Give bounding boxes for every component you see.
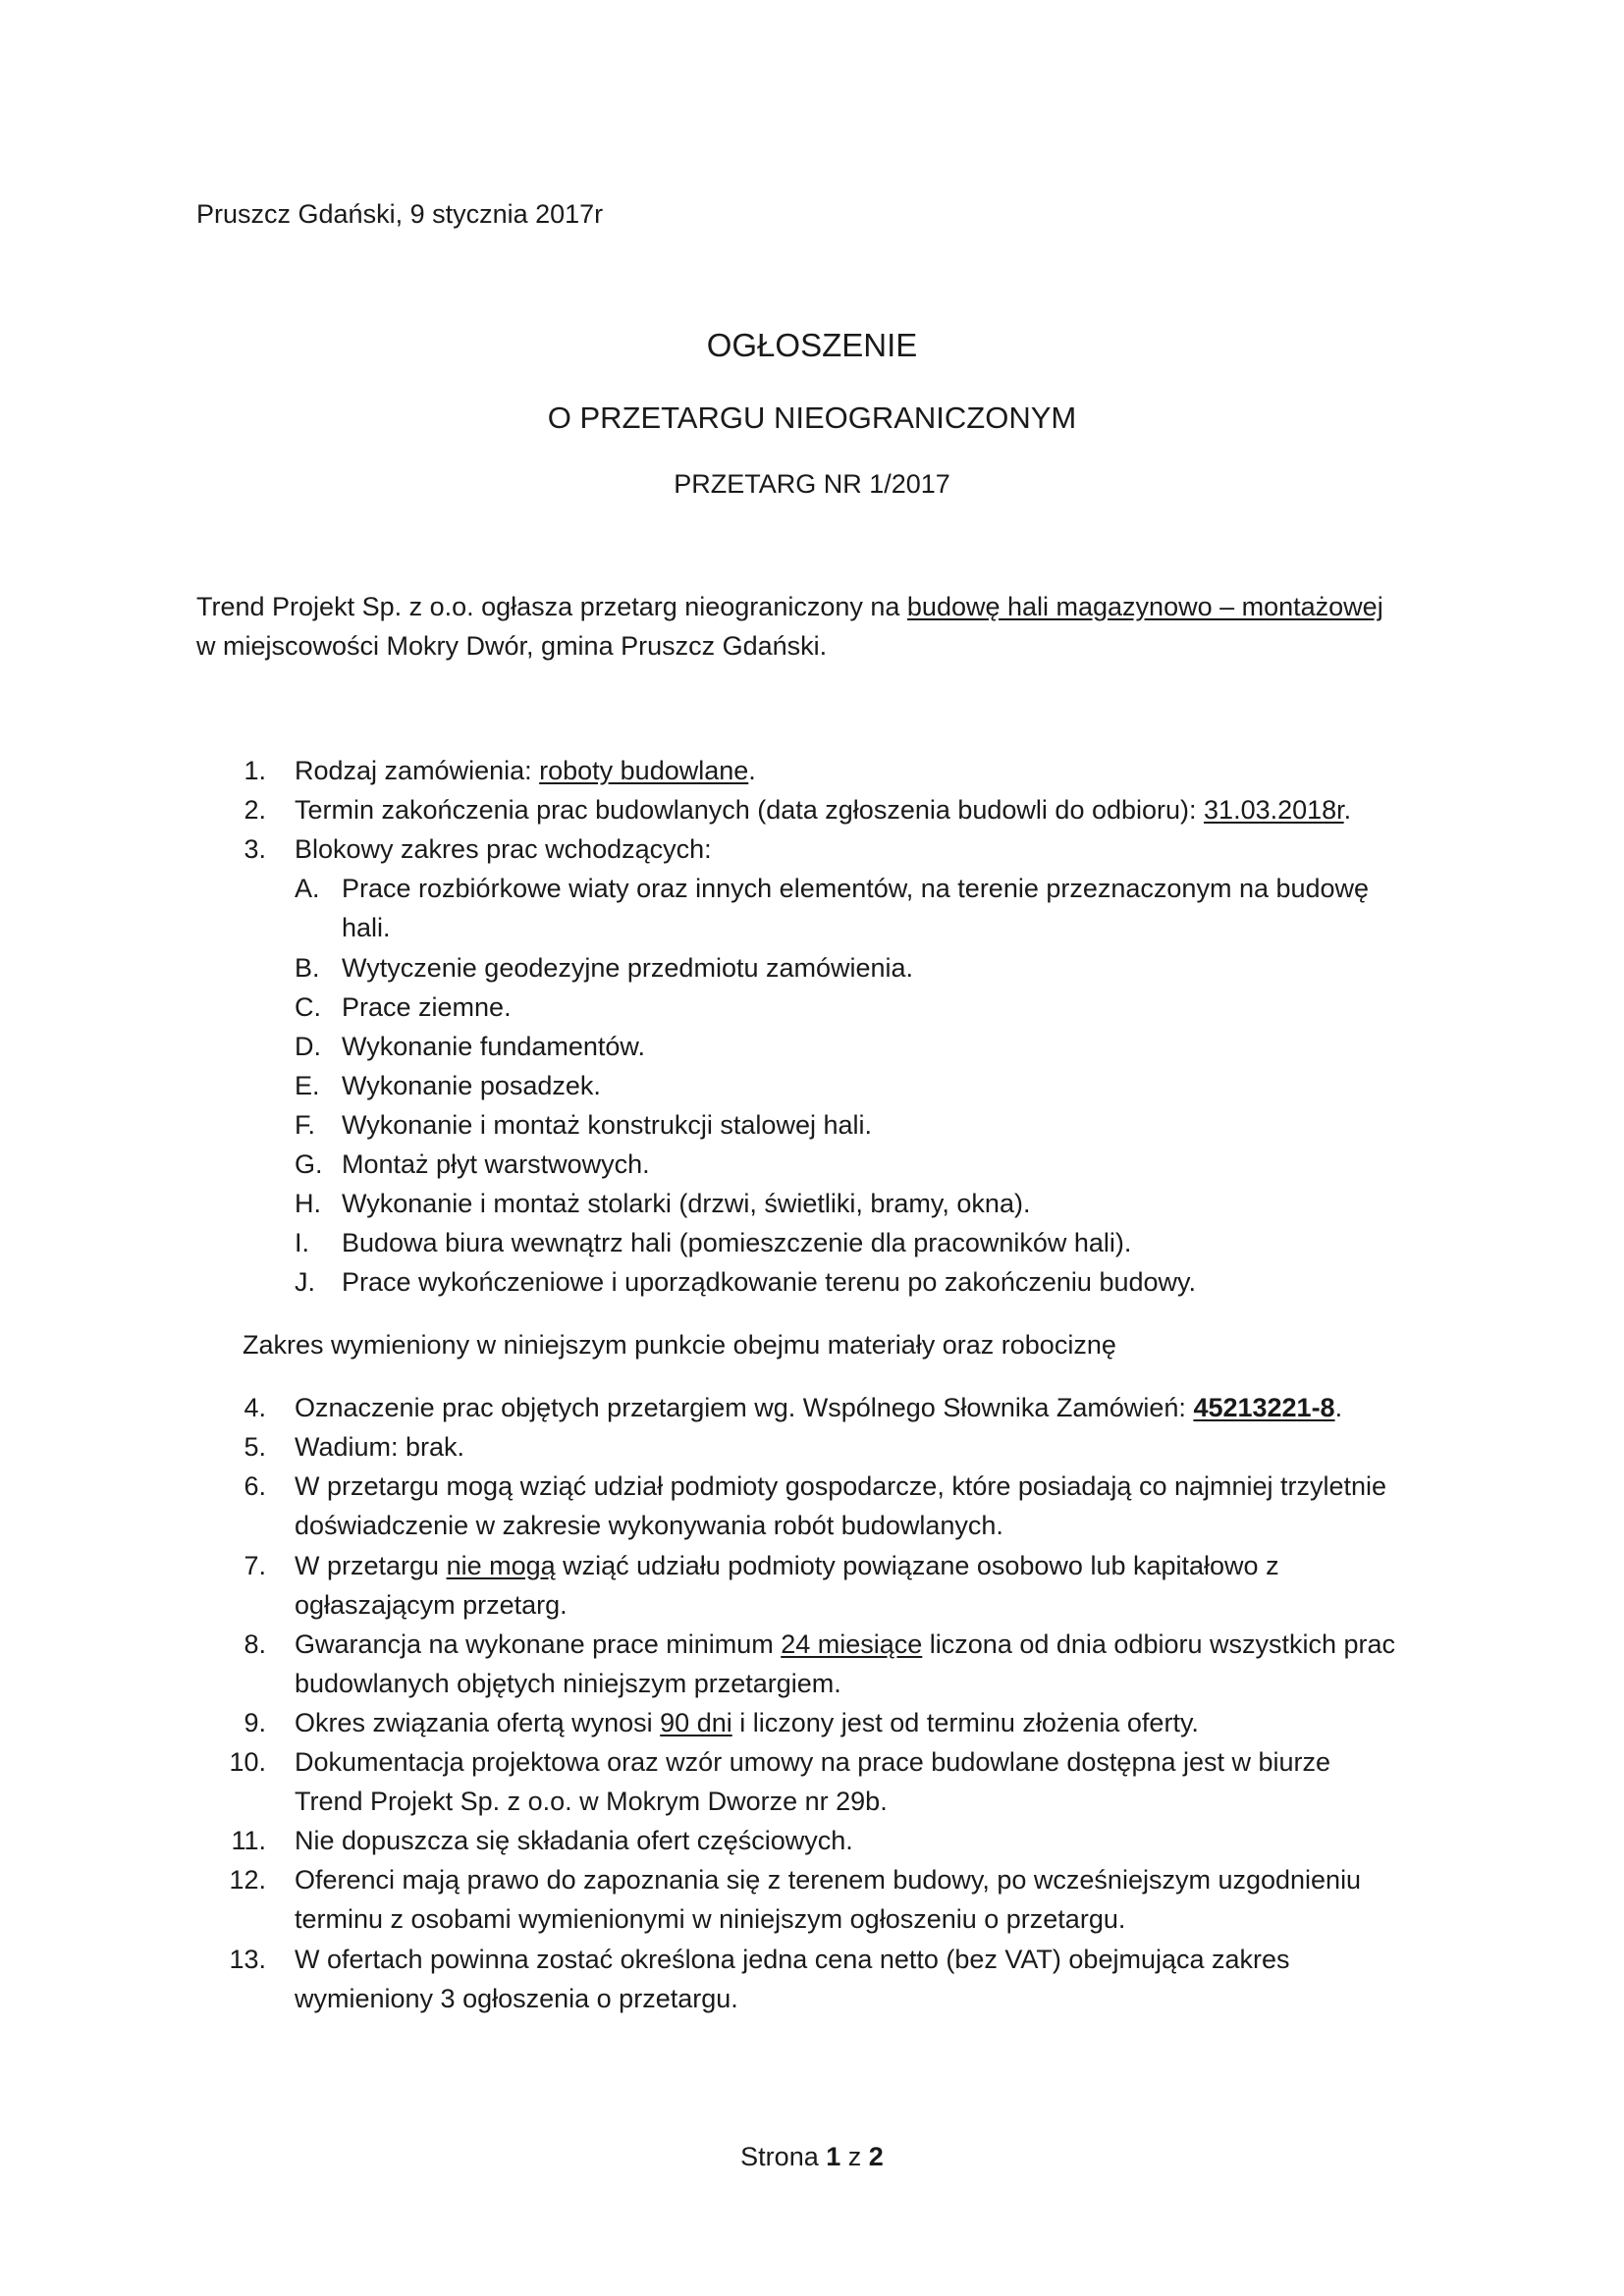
item-text: Nie dopuszcza się składania ofert częściowych. xyxy=(295,1826,853,1855)
sub-item-letter: A. xyxy=(295,874,320,903)
item-text-part: Termin zakończenia prac budowlanych (data zgłoszenia budowli do odbioru): xyxy=(295,795,1205,825)
item-text-continued: terminu z osobami wymienionymi w niniejszym ogłoszeniu o przetargu. xyxy=(295,1904,1126,1934)
item-number: 12. xyxy=(229,1865,266,1895)
offer-validity-period: 90 dni xyxy=(660,1708,732,1737)
warranty-period: 24 miesiące xyxy=(781,1629,923,1659)
item-number: 3. xyxy=(244,834,266,864)
item-text xyxy=(295,756,756,786)
sub-item-text: Prace ziemne. xyxy=(342,992,512,1022)
item-text-continued: doświadczenie w zakresie wykonywania robót budowlanych. xyxy=(295,1511,1003,1540)
item-text-continued: ogłaszającym przetarg. xyxy=(295,1590,568,1620)
sub-item-letter: J. xyxy=(295,1267,316,1297)
sub-item-text: Prace rozbiórkowe wiaty oraz innych elementów, na terenie przeznaczonym na budowę xyxy=(342,874,1370,903)
sub-item-text: Wykonanie i montaż stolarki (drzwi, świetliki, bramy, okna). xyxy=(342,1189,1031,1218)
sub-item-text: Wykonanie posadzek. xyxy=(342,1071,601,1100)
item-text-part: wziąć udziału podmioty powiązane osobowo lub kapitałowo z xyxy=(555,1551,1279,1580)
sub-item-letter: I. xyxy=(295,1228,310,1257)
current-page: 1 xyxy=(826,2142,841,2171)
sub-item-letter: G. xyxy=(295,1149,323,1179)
item-number: 6. xyxy=(244,1471,266,1501)
place-date: Pruszcz Gdański, 9 stycznia 2017r xyxy=(196,199,604,229)
item-text: Blokowy zakres prac wchodzących: xyxy=(295,834,712,864)
sub-item-letter: B. xyxy=(295,953,320,983)
page-footer xyxy=(0,2142,1624,2172)
item-text-end: . xyxy=(1343,795,1352,825)
tender-number: PRZETARG NR 1/2017 xyxy=(674,469,950,499)
item-text-part: i liczony jest od terminu złożenia oferty. xyxy=(731,1708,1199,1737)
item-number: 10. xyxy=(229,1747,266,1777)
item-text-part: W przetargu xyxy=(295,1551,447,1580)
page-of: z xyxy=(840,2142,869,2171)
sub-item-letter: E. xyxy=(295,1071,320,1100)
item-number: 8. xyxy=(244,1629,266,1659)
item-text-end: . xyxy=(748,756,756,785)
item-text-part: Rodzaj zamówienia: xyxy=(295,756,540,785)
scope-note: Zakres wymieniony w niniejszym punkcie obejmu materiały oraz robociznę xyxy=(243,1330,1116,1360)
item-text: W przetargu mogą wziąć udział podmioty gospodarcze, które posiadają co najmniej trzyletnie xyxy=(295,1471,1387,1501)
document-title: OGŁOSZENIE xyxy=(706,327,918,363)
item-text xyxy=(295,795,1351,826)
sub-item-text-continued: hali. xyxy=(342,913,391,942)
item-number: 9. xyxy=(244,1708,266,1737)
item-number: 4. xyxy=(244,1393,266,1422)
item-number: 11. xyxy=(231,1826,266,1855)
order-type: roboty budowlane xyxy=(539,756,749,785)
total-pages: 2 xyxy=(868,2142,884,2171)
sub-item-letter: F. xyxy=(295,1110,316,1140)
item-number: 1. xyxy=(244,756,266,785)
item-text: W ofertach powinna zostać określona jedna cena netto (bez VAT) obejmująca zakres xyxy=(295,1945,1290,1974)
item-text-end: . xyxy=(1334,1393,1343,1422)
sub-item-text: Wytyczenie geodezyjne przedmiotu zamówienia. xyxy=(342,953,914,983)
item-number: 2. xyxy=(244,795,266,825)
item-text xyxy=(295,1393,1342,1423)
item-text xyxy=(295,1629,1395,1660)
item-number: 5. xyxy=(244,1432,266,1462)
item-text-part: Oznaczenie prac objętych przetargiem wg. Wspólnego Słownika Zamówień: xyxy=(295,1393,1194,1422)
exclusion-emphasis: nie mogą xyxy=(446,1551,556,1580)
item-text xyxy=(295,1551,1279,1581)
document-subtitle: O PRZETARGU NIEOGRANICZONYM xyxy=(547,400,1077,435)
sub-item-letter: H. xyxy=(295,1189,321,1218)
sub-item-text: Montaż płyt warstwowych. xyxy=(342,1149,650,1179)
page-label: Strona xyxy=(740,2142,827,2171)
intro-subject: budowę hali magazynowo – montażowej xyxy=(906,592,1383,621)
intro-line-2: w miejscowości Mokry Dwór, gmina Pruszcz Gdański. xyxy=(196,631,828,661)
sub-item-letter: D. xyxy=(295,1032,321,1061)
item-text: Dokumentacja projektowa oraz wzór umowy na prace budowlane dostępna jest w biurze xyxy=(295,1747,1331,1777)
item-text: Wadium: brak. xyxy=(295,1432,465,1462)
intro-text: Trend Projekt Sp. z o.o. ogłasza przetarg nieograniczony na xyxy=(196,592,907,621)
item-text: Oferenci mają prawo do zapoznania się z terenem budowy, po wcześniejszym uzgodnieniu xyxy=(295,1865,1362,1895)
item-text-part: Okres związania ofertą wynosi xyxy=(295,1708,661,1737)
item-number: 13. xyxy=(229,1945,266,1974)
cpv-code: 45213221-8 xyxy=(1193,1393,1335,1422)
item-number: 7. xyxy=(244,1551,266,1580)
deadline-date: 31.03.2018r xyxy=(1204,795,1344,825)
sub-item-text: Wykonanie i montaż konstrukcji stalowej hali. xyxy=(342,1110,872,1140)
item-text-continued: budowlanych objętych niniejszym przetargiem. xyxy=(295,1669,841,1698)
sub-item-text: Prace wykończeniowe i uporządkowanie terenu po zakończeniu budowy. xyxy=(342,1267,1197,1297)
intro-line-1 xyxy=(196,592,1383,622)
item-text-continued: Trend Projekt Sp. z o.o. w Mokrym Dworze nr 29b. xyxy=(295,1787,888,1816)
item-text-continued: wymieniony 3 ogłoszenia o przetargu. xyxy=(295,1984,738,2013)
sub-item-text: Wykonanie fundamentów. xyxy=(342,1032,645,1061)
sub-item-letter: C. xyxy=(295,992,321,1022)
sub-item-text: Budowa biura wewnątrz hali (pomieszczenie dla pracowników hali). xyxy=(342,1228,1132,1257)
item-text-part: liczona od dnia odbioru wszystkich prac xyxy=(922,1629,1396,1659)
item-text-part: Gwarancja na wykonane prace minimum xyxy=(295,1629,782,1659)
item-text xyxy=(295,1708,1199,1738)
